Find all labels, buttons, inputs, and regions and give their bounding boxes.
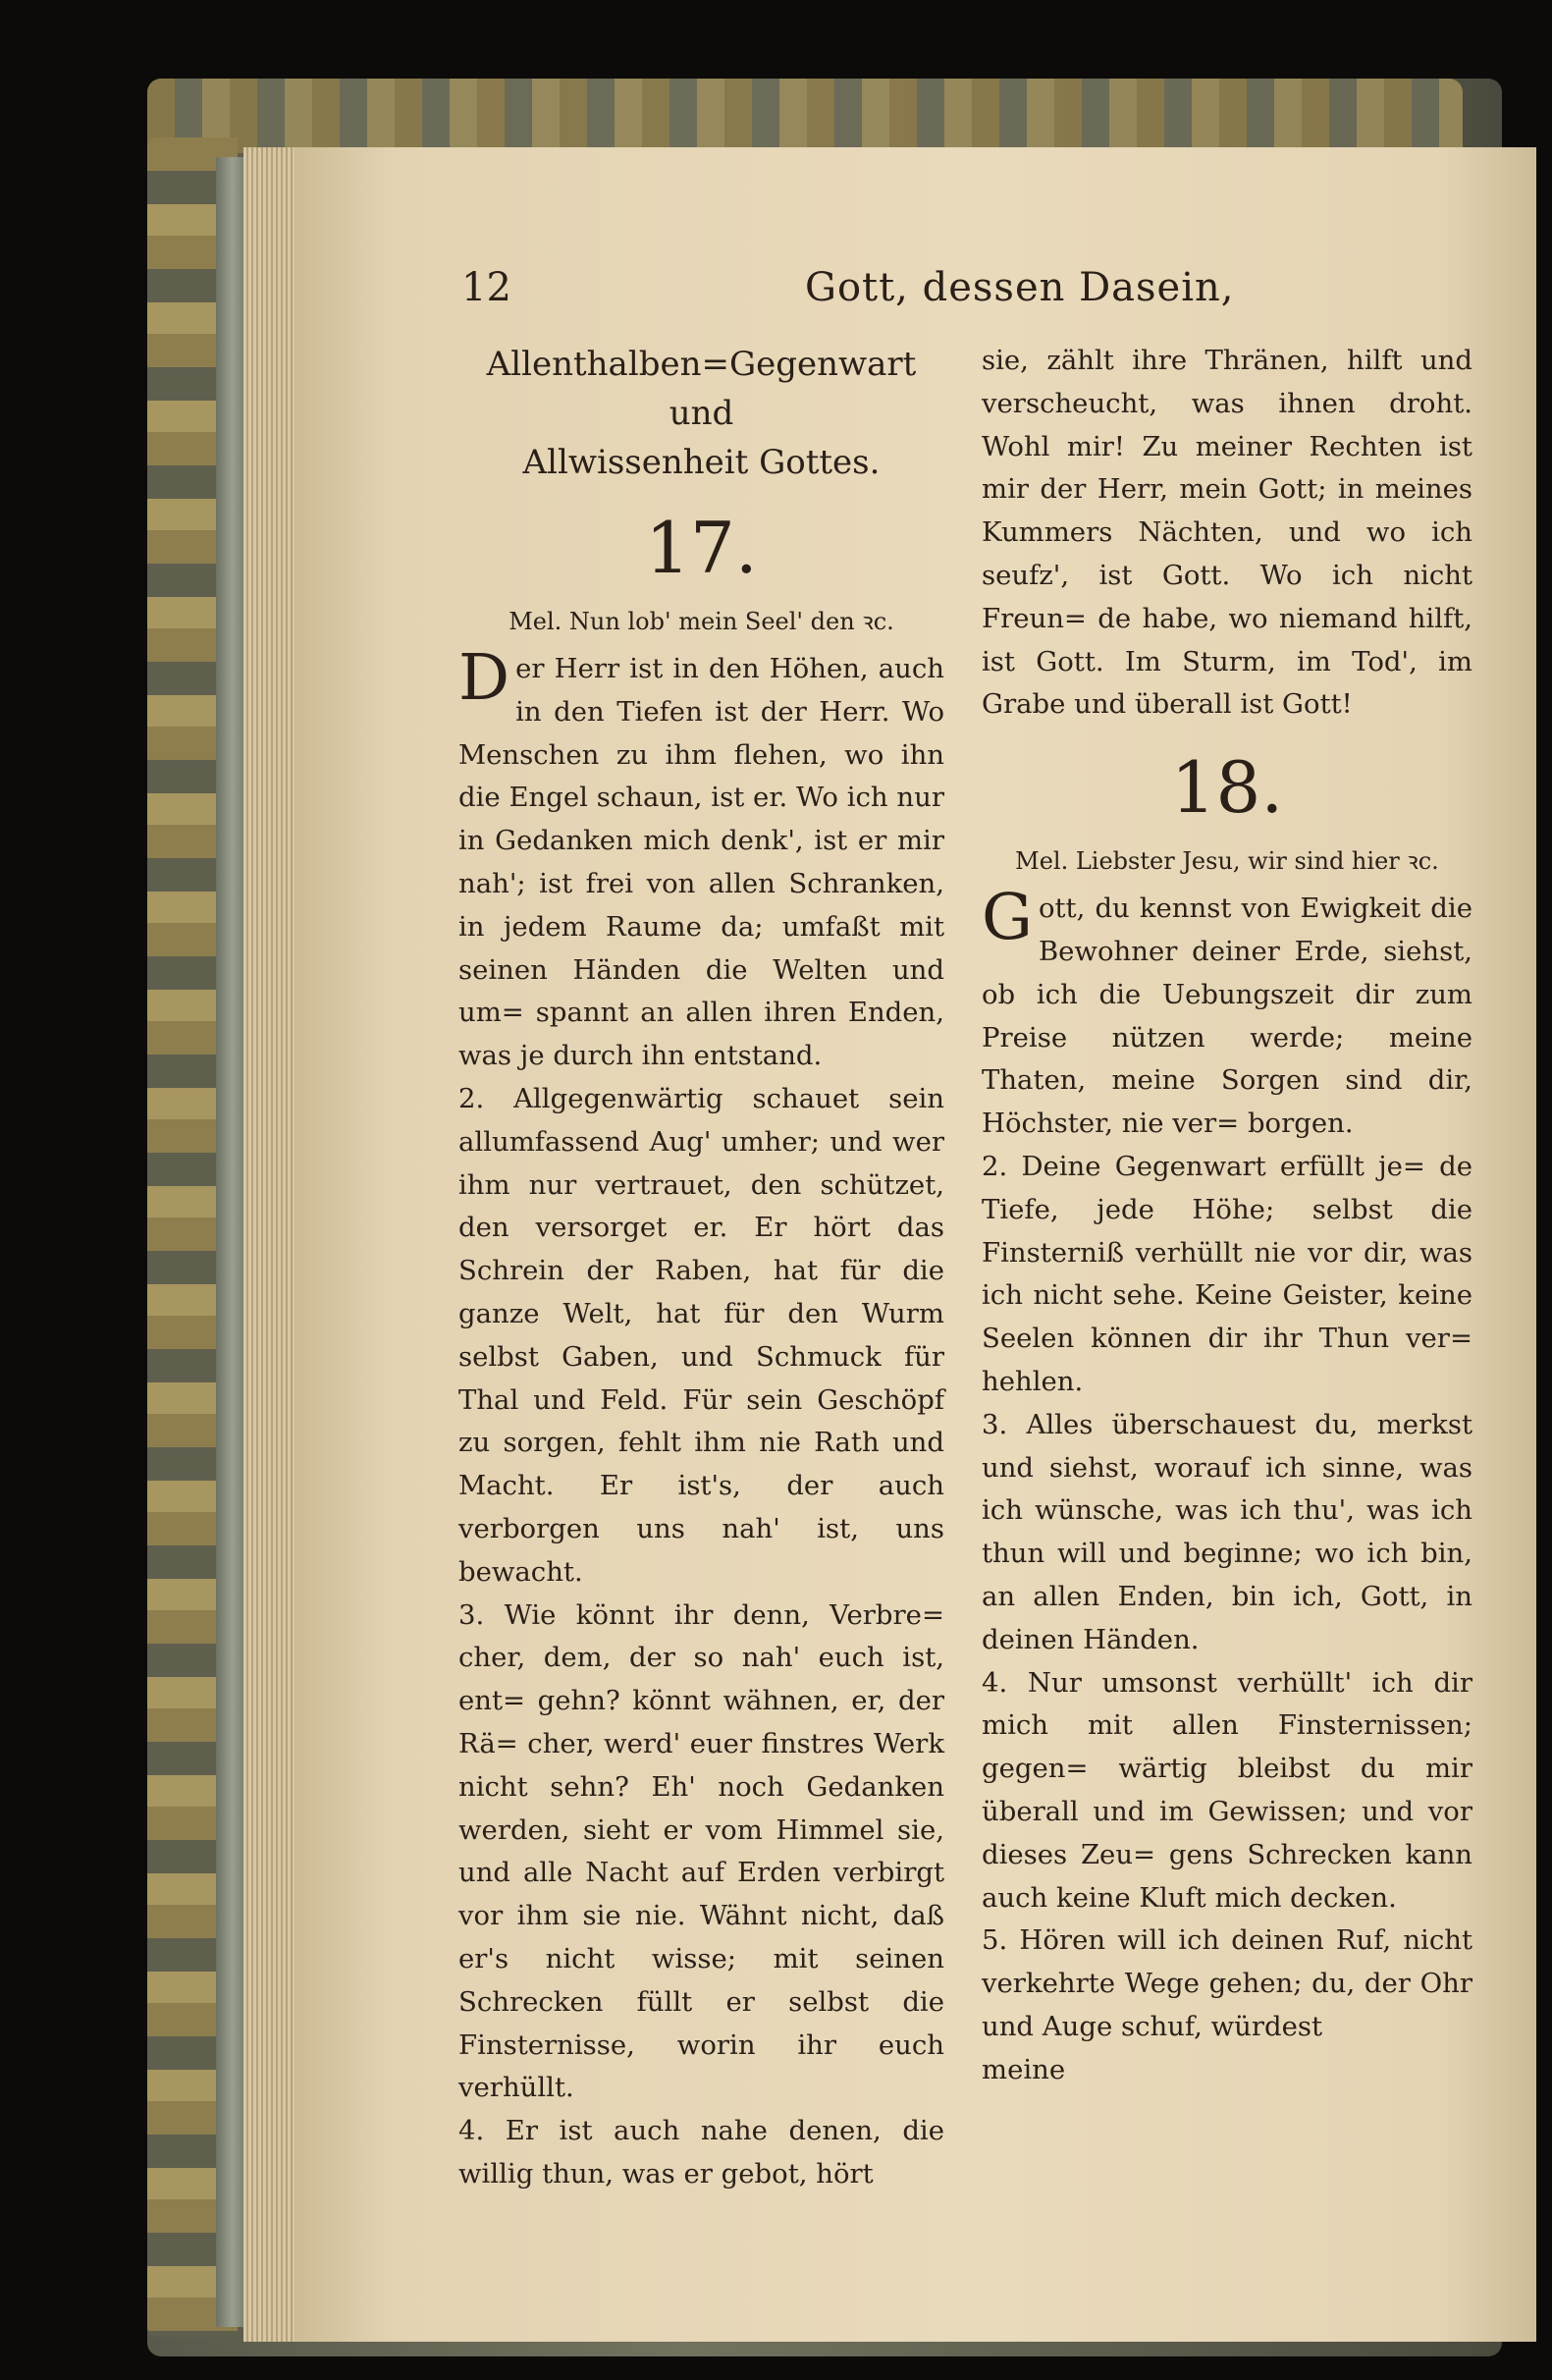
hymn18-verse1-text: ott, du kennst von Ewigkeit die Bewohner deiner Erde, siehst, ob ich die Uebungszeit dir zum Preise nützen werde; meine Thaten, meine Sorgen sind dir, Höchster, nie ver= borgen. bbox=[982, 892, 1472, 1140]
melody-18: Mel. Liebster Jesu, wir sind hier ꝛc. bbox=[1015, 847, 1439, 876]
hymn18-verse4: 4. Nur umsonst verhüllt' ich dir mich mit allen Finsternissen; gegen= wärtig bleibst du mir überall und im Gewissen; und vor dieses Zeu= gens Schrecken kann auch keine Kluft mich decken. bbox=[982, 1666, 1472, 1914]
catchword: meine bbox=[982, 2053, 1066, 2085]
hymn-number-17: 17. bbox=[645, 507, 758, 589]
page-number: 12 bbox=[461, 265, 511, 310]
drop-initial-g: G bbox=[982, 881, 1033, 955]
left-column bbox=[458, 340, 944, 2196]
section-title bbox=[458, 340, 944, 487]
hymn17-verse4: 4. Er ist auch nahe denen, die willig thun, was er gebot, hört bbox=[458, 2115, 944, 2190]
section-title-line2: Allwissenheit Gottes. bbox=[522, 443, 881, 482]
hymn17-verse1 bbox=[458, 641, 944, 1078]
cover-ornament-top bbox=[147, 79, 1463, 153]
hymn17-verse2: 2. Allgegenwärtig schauet sein allumfassend Aug' umher; und wer ihm nur vertrauet, den schützet, den versorget er. Er hört das Schrein der Raben, hat für die ganze Welt, hat für den Wurm selbst Gaben, und Schmuck für Thal und Feld. Für sein Geschöpf zu sorgen, fehlt ihm nie Rath und Macht. Er ist's, der auch verborgen uns nah' ist, uns bewacht. bbox=[458, 1082, 944, 1588]
section-title-line1: Allenthalben=Gegenwart und bbox=[486, 345, 917, 433]
running-head: Gott, dessen Dasein, bbox=[805, 265, 1235, 310]
hymn17-verse3: 3. Wie könnt ihr denn, Verbre= cher, dem, der so nah' euch ist, ent= gehn? könnt wähnen, er, der Rä= cher, werd' euer finstres Werk nicht sehn? Eh' noch Gedanken werden, sieht er vom Himmel sie, und alle Nacht auf Erden verbirgt vor ihm sie nie. Wähnt nicht, daß er's nicht wisse; mit seinen Schrecken füllt er selbst die Finsternisse, worin ihr euch verhüllt. bbox=[458, 1598, 944, 2104]
hymn17-verse1-text: er Herr ist in den Höhen, auch in den Tiefen ist der Herr. Wo Menschen zu ihm flehen, wo ihn die Engel schaun, ist er. Wo ich nur in Gedanken mich denk', ist er mir nah'; ist frei von allen Schranken, in jedem Raume da; umfaßt mit seinen Händen die Welten und um= spannt an allen ihren Enden, was je durch ihn entstand. bbox=[458, 653, 944, 1072]
hymn18-verse1 bbox=[982, 881, 1472, 1146]
drop-initial-d: D bbox=[458, 641, 510, 715]
hymn18-verse5: 5. Hören will ich deinen Ruf, nicht verkehrte Wege gehen; du, der Ohr und Auge schuf, würdest bbox=[982, 1924, 1472, 2042]
book-page bbox=[294, 147, 1536, 2342]
hymn-number-18: 18. bbox=[1170, 746, 1284, 830]
melody-17: Mel. Nun lob' mein Seel' den ꝛc. bbox=[508, 608, 894, 635]
page-header bbox=[294, 265, 1536, 334]
hymn18-verse3: 3. Alles überschauest du, merkst und siehst, worauf ich sinne, was ich wünsche, was ich thu', was ich thun will und beginne; wo ich bin, an allen Enden, bin ich, Gott, in deinen Händen. bbox=[982, 1408, 1472, 1655]
hymn18-verse2: 2. Deine Gegenwart erfüllt je= de Tiefe, jede Höhe; selbst die Finsterniß verhüllt nie vor dir, was ich nicht sehe. Keine Geister, keine Seelen können dir ihr Thun ver= hehlen. bbox=[982, 1150, 1472, 1397]
hymn17-verse4-continued: sie, zählt ihre Thränen, hilft und verscheucht, was ihnen droht. Wohl mir! Zu meiner Rechten ist mir der Herr, mein Gott; in meines Kummers Nächten, und wo ich seufz', ist Gott. Wo ich nicht Freun= de habe, wo niemand hilft, ist Gott. Im Sturm, im Tod', im Grabe und überall ist Gott! bbox=[982, 345, 1472, 721]
right-column bbox=[982, 340, 1472, 2091]
